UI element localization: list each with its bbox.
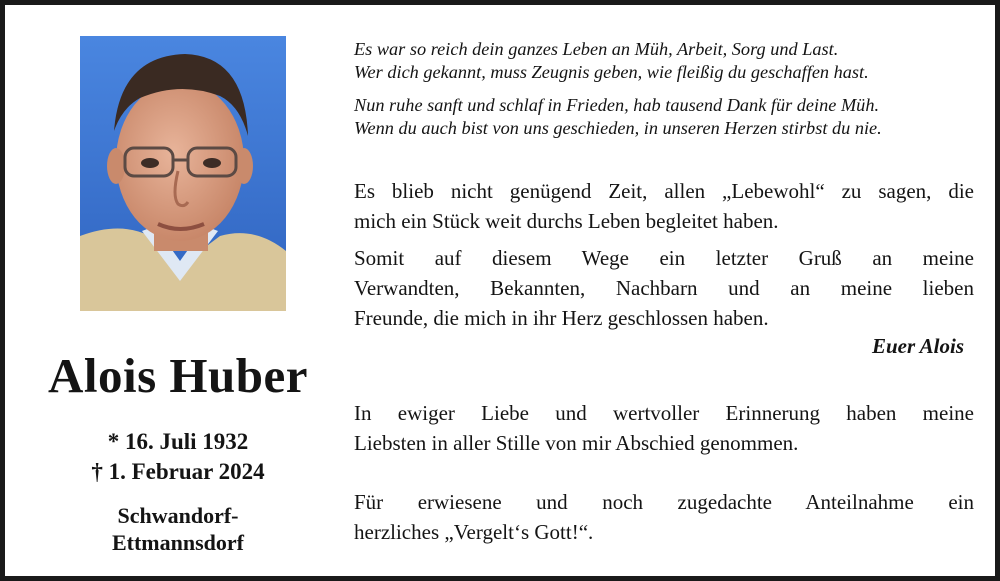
thanks-paragraph <box>354 487 974 547</box>
paragraph-line: In ewiger Liebe und wertvoller Erinnerung haben meine <box>354 401 974 425</box>
deceased-name: Alois Huber <box>47 348 309 403</box>
paragraph-line: herzliches „Vergelt‘s Gott!“. <box>354 520 594 544</box>
place-line-2: Ettmannsdorf <box>111 530 244 555</box>
paragraph-line: Es blieb nicht genügend Zeit, allen „Lebewohl“ zu sagen, die <box>354 179 974 203</box>
paragraph-line: Somit auf diesem Wege ein letzter Gruß an meine <box>354 246 974 270</box>
signature: Euer Alois <box>872 334 964 358</box>
paragraph-line: mich ein Stück weit durchs Leben begleitet haben. <box>354 209 779 233</box>
paragraph-line: Freunde, die mich in ihr Herz geschlossen haben. <box>354 306 769 330</box>
paragraph-line: Verwandten, Bekannten, Nachbarn und an meine lieben <box>354 276 974 300</box>
paragraph-line: Liebsten in aller Stille von mir Abschied genommen. <box>354 431 799 455</box>
poem-line: Nun ruhe sanft und schlaf in Frieden, hab tausend Dank für deine Müh. <box>354 95 880 115</box>
poem-line: Wer dich gekannt, muss Zeugnis geben, wie fleißig du geschaffen hast. <box>354 62 869 82</box>
birth-date: * 16. Juli 1932 <box>107 429 249 454</box>
life-dates <box>25 427 331 487</box>
poem-line: Es war so reich dein ganzes Leben an Müh, Arbeit, Sorg und Last. <box>354 39 839 59</box>
place-of-residence <box>25 502 331 556</box>
portrait-photo-icon <box>80 36 286 311</box>
poem-stanza-1 <box>354 38 984 84</box>
poem-line: Wenn du auch bist von uns geschieden, in unseren Herzen stirbst du nie. <box>354 118 882 138</box>
death-date: † 1. Februar 2024 <box>91 459 265 484</box>
remembrance-paragraph <box>354 398 974 458</box>
place-line-1: Schwandorf- <box>117 503 239 528</box>
farewell-paragraph <box>354 176 974 236</box>
poem-stanza-2 <box>354 94 984 140</box>
paragraph-line: Für erwiesene und noch zugedachte Anteilnahme ein <box>354 490 974 514</box>
greeting-paragraph <box>354 243 974 333</box>
